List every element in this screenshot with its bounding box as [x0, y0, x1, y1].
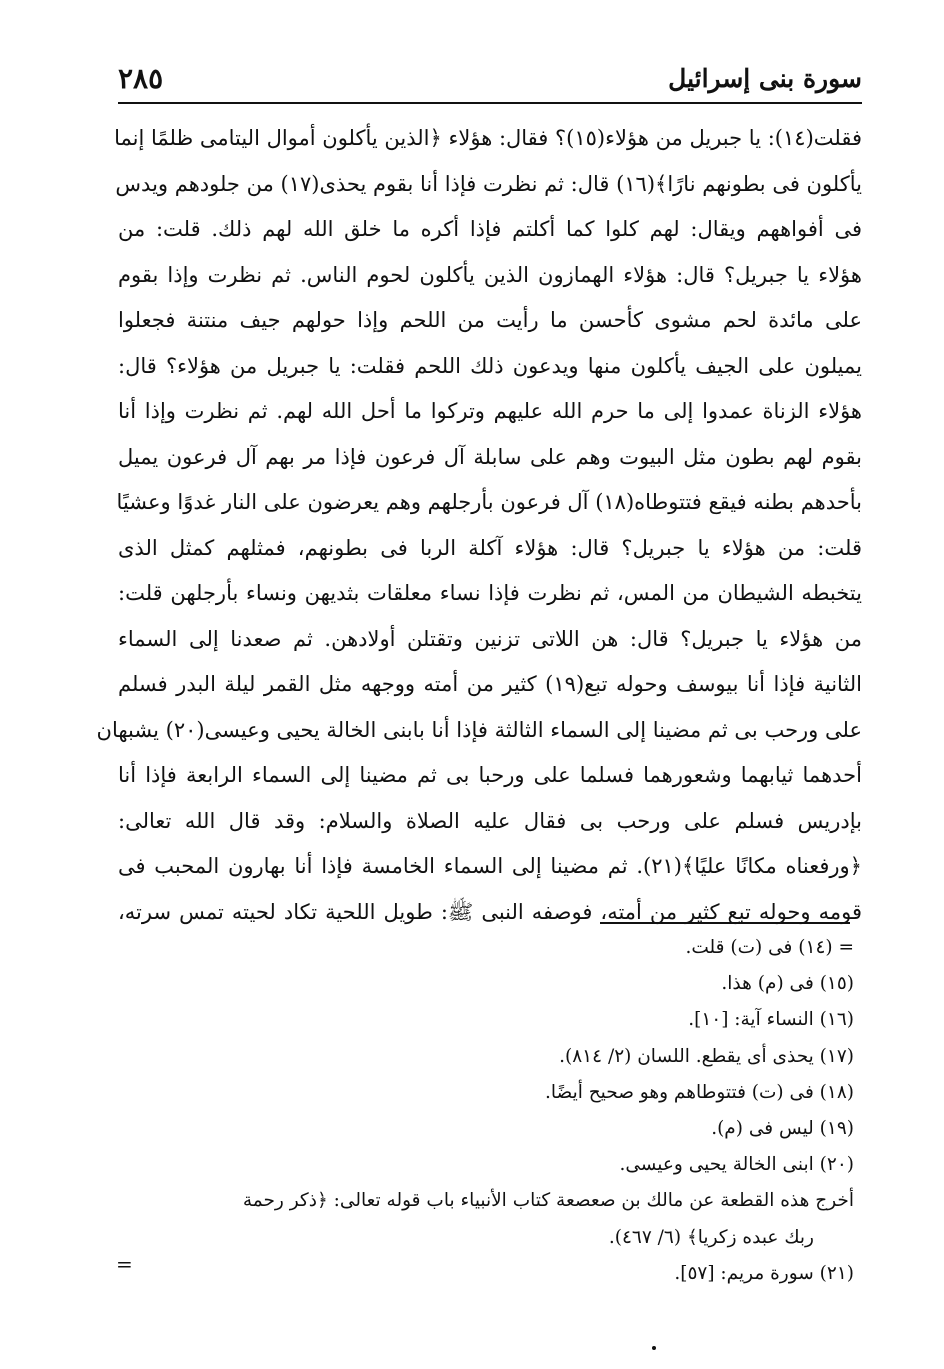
- text-line: على مائدة لحم مشوى كأحسن ما رأيت من اللحم وإذا حولهم جيف منتنة فجعلوا: [118, 308, 862, 332]
- footnote-divider: [600, 922, 850, 924]
- footnote: (١٩) ليس فى (م).: [711, 1117, 854, 1139]
- text-line: بأحدهم بطنه فيقع فتتوطاه(١٨) آل فرعون بأرجلهم وهم يعرضون على النار غدوًا وعشيًا: [116, 490, 862, 514]
- continuation-mark: =: [116, 1252, 133, 1276]
- footnote: = (١٤) فى (ت) قلت.: [685, 937, 854, 958]
- text-line: على ورحب بى ثم مضينا إلى السماء الثالثة فإذا أنا بابنى الخالة يحيى وعيسى(٢٠) يشبهان: [96, 717, 862, 742]
- footnote: (١٨) فى (ت) فتتوطاهم وهو صحيح أيضًا.: [545, 1081, 854, 1103]
- text-line: يميلون على الجيف يأكلون منها ويدعون ذلك اللحم فقلت: يا جبريل من هؤلاء؟ قال:: [118, 353, 862, 378]
- page-header: [118, 62, 862, 98]
- footnote: ربك عبده زكريا﴾ (٦/ ٤٦٧).: [608, 1226, 814, 1248]
- footnote: (١٦) النساء آية: [١٠].: [688, 1009, 854, 1031]
- footnote: (٢١) سورة مريم: [٥٧].: [674, 1262, 854, 1284]
- text-line: بإدريس فسلم على ورحب بى فقال عليه الصلاة والسلام: وقد قال الله تعالى:: [118, 808, 862, 833]
- text-line: بقوم لهم بطون مثل البيوت وهم على سابلة آل فرعون فإذا مر بهم آل فرعون يميل: [118, 444, 862, 469]
- footnotes: [118, 930, 854, 1292]
- footnote: أخرج هذه القطعة عن مالك بن صعصعة كتاب الأنبياء باب قوله تعالى: ﴿ذكر رحمة: [242, 1190, 854, 1212]
- text-line: فى أفواههم ويقال: لهم كلوا كما أكلتم فإذا أكره ما خلق الله لهم ذلك. قلت: من: [118, 217, 862, 241]
- footnote: (١٧) يحذى أى يقطع. اللسان (٢/ ٨١٤).: [559, 1045, 854, 1067]
- header-divider: [118, 102, 862, 104]
- text-line: قومه وحوله تبع كثير من أمته، فوصفه النبى ﷺ: طويل اللحية تكاد لحيته تمس سرته،: [118, 899, 862, 924]
- text-line: فقلت(١٤): يا جبريل من هؤلاء(١٥)؟ فقال: هؤلاء ﴿الذين يأكلون أموال اليتامى ظلمًا إنما: [114, 126, 862, 150]
- main-text: [96, 116, 863, 935]
- text-line: هؤلاء يا جبريل؟ قال: هؤلاء الهمازون الذين يأكلون لحوم الناس. ثم نظرت وإذا بقوم: [118, 262, 862, 287]
- text-line: هؤلاء الزناة عمدوا إلى ما حرم الله عليهم وتركوا ما أحل الله لهم. ثم نظرت وإذا أنا: [118, 399, 862, 423]
- footnote: (١٥) فى (م) هذا.: [721, 973, 854, 995]
- footnote: (٢٠) ابنى الخالة يحيى وعيسى.: [619, 1154, 854, 1176]
- surah-title: سورة بنى إسرائيل: [668, 64, 862, 93]
- page-number: ٢٨٥: [118, 62, 164, 95]
- text-line: ﴿ورفعناه مكانًا عليًا﴾(٢١). ثم مضينا إلى السماء الخامسة فإذا أنا بهارون المحبب فى: [118, 854, 862, 878]
- text-line: أحدهما ثيابهما وشعورهما فسلما على ورحبا بى ثم مضينا إلى السماء الرابعة فإذا أنا: [118, 763, 862, 787]
- text-line: الثانية فإذا أنا بيوسف وحوله تبع(١٩) كثير من أمته ووجهه مثل القمر ليلة البدر فسلم: [118, 672, 863, 696]
- text-line: من هؤلاء يا جبريل؟ قال: هن اللاتى تزنين وتقتلن أولادهن. ثم صعدنا إلى السماء: [118, 626, 862, 651]
- text-line: يأكلون فى بطونهم نارًا﴾(١٦) قال: ثم نظرت فإذا أنا بقوم يحذى(١٧) من جلودهم ويدس: [115, 171, 862, 196]
- text-line: قلت: من هؤلاء يا جبريل؟ قال: هؤلاء آكلة الربا فى بطونهم، فمثلهم كمثل الذى: [118, 535, 862, 560]
- text-line: يتخبطه الشيطان من المس، ثم نظرت فإذا نساء معلقات بثديهن ونساء بأرجلهن قلت:: [118, 581, 862, 605]
- page-dot: [652, 1346, 656, 1350]
